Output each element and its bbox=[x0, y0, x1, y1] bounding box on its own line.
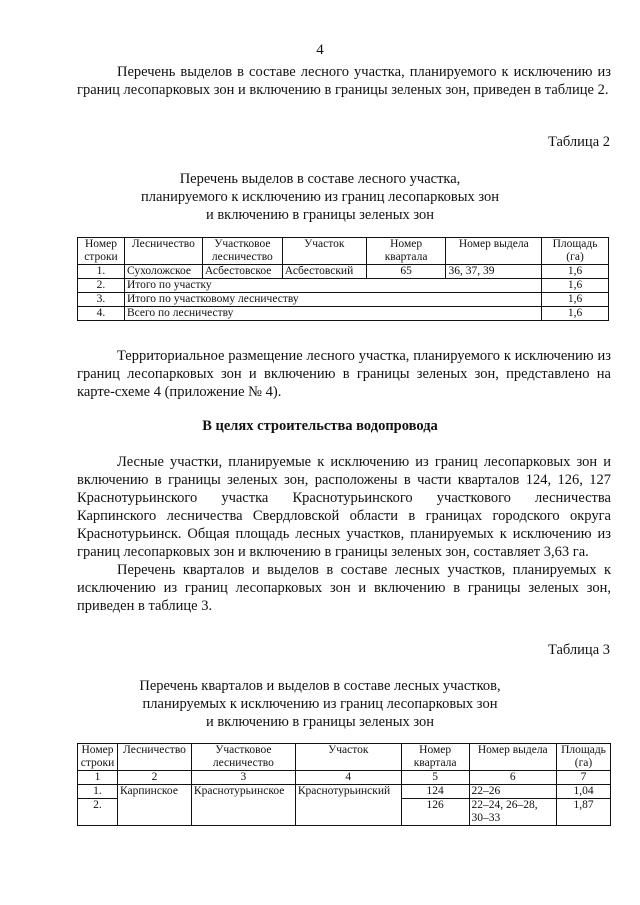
table2-label: Таблица 2 bbox=[547, 134, 610, 150]
table-cell: Сухоложское bbox=[124, 265, 202, 279]
section-paragraph-1: Лесные участки, планируемые к исключению из границ лесопарковых зон и включению в границы зеленых зон, расположены в части кварталов 124, 126, 127 Краснотурьинского участка Краснотурьинского участкового лесничества Карпинского лесничества Свердловской области в границах городского округа Краснотурьинск. Общая площадь лесных участков, планируемых к исключению из границ лесопарковых зон и включению в границы зеленых зон, составляет 3,63 га. bbox=[77, 454, 611, 560]
table-cell: 1,04 bbox=[557, 785, 611, 799]
table2 bbox=[77, 237, 609, 321]
intro-text: Перечень выделов в составе лесного участка, планируемого к исключению из границ лесопарковых зон и включению в границы зеленых зон, приведен в таблице 2. bbox=[77, 64, 611, 98]
header-cell: Номер квартала bbox=[366, 238, 446, 265]
column-number: 3 bbox=[191, 771, 295, 785]
table-cell: Итого по участковому лесничеству bbox=[124, 293, 541, 307]
header-cell: Участковое лесничество bbox=[202, 238, 282, 265]
header-cell: Номер строки bbox=[78, 744, 118, 771]
header-cell: Участок bbox=[282, 238, 366, 265]
table-cell: 1,6 bbox=[542, 265, 609, 279]
header-cell: Номер строки bbox=[78, 238, 125, 265]
table-cell: 22–24, 26–28, 30–33 bbox=[469, 799, 557, 826]
header-cell: Номер выдела bbox=[446, 238, 542, 265]
table-cell: Итого по участку bbox=[124, 279, 541, 293]
intro-paragraph bbox=[77, 63, 611, 99]
table-row bbox=[78, 279, 609, 293]
column-number: 6 bbox=[469, 771, 557, 785]
table3-label: Таблица 3 bbox=[547, 642, 610, 658]
table-cell: Краснотурьинский bbox=[295, 785, 401, 799]
table-cell: 1. bbox=[78, 265, 125, 279]
table-cell-empty bbox=[295, 799, 401, 826]
header-cell: Лесничество bbox=[117, 744, 191, 771]
table-cell: Краснотурьинское bbox=[191, 785, 295, 799]
table-cell: 36, 37, 39 bbox=[446, 265, 542, 279]
table-row bbox=[78, 785, 611, 799]
page-number: 4 bbox=[316, 42, 324, 58]
header-cell: Лесничество bbox=[124, 238, 202, 265]
table-cell: 1,87 bbox=[557, 799, 611, 826]
table2-caption-line: Перечень выделов в составе лесного участка, bbox=[179, 171, 461, 187]
table-cell: Всего по лесничеству bbox=[124, 307, 541, 321]
table-cell: 1. bbox=[78, 785, 118, 799]
section-paragraph-2: Перечень кварталов и выделов в составе лесных участков, планируемых к исключению из границ лесопарковых зон и включению в границы зеленых зон, приведен в таблице 3. bbox=[77, 562, 611, 614]
header-cell: Участок bbox=[295, 744, 401, 771]
table2-caption-line: и включению в границы зеленых зон bbox=[205, 207, 435, 223]
table2-caption bbox=[0, 170, 640, 224]
table3-caption-line: планируемых к исключению из границ лесопарковых зон bbox=[142, 696, 498, 712]
table3 bbox=[77, 743, 611, 826]
header-cell: Площадь (га) bbox=[542, 238, 609, 265]
section-heading: В целях строительства водопровода bbox=[202, 418, 438, 434]
header-cell: Номер квартала bbox=[401, 744, 469, 771]
table-row bbox=[78, 293, 609, 307]
header-cell: Участковое лесничество bbox=[191, 744, 295, 771]
column-number: 2 bbox=[117, 771, 191, 785]
table-cell: Асбестовское bbox=[202, 265, 282, 279]
table3-caption-line: Перечень кварталов и выделов в составе лесных участков, bbox=[139, 678, 501, 694]
column-number-row bbox=[78, 771, 611, 785]
table-cell: Карпинское bbox=[117, 785, 191, 799]
table-cell: 1,6 bbox=[542, 279, 609, 293]
table-cell: 1,6 bbox=[542, 293, 609, 307]
table3-caption bbox=[0, 677, 640, 731]
table-header-row bbox=[78, 744, 611, 771]
table-cell: 2. bbox=[78, 279, 125, 293]
header-cell: Номер выдела bbox=[469, 744, 557, 771]
table-row bbox=[78, 799, 611, 826]
table-cell-empty bbox=[191, 799, 295, 826]
table-cell: 2. bbox=[78, 799, 118, 826]
section-body bbox=[77, 453, 611, 615]
placement-text: Территориальное размещение лесного участка, планируемого к исключению из границ лесопарковых зон и включению в границы зеленых зон, представлено на карте-схеме 4 (приложение № 4). bbox=[77, 348, 611, 400]
table-cell: 65 bbox=[366, 265, 446, 279]
table-row bbox=[78, 307, 609, 321]
table2-caption-line: планируемого к исключению из границ лесопарковых зон bbox=[140, 189, 499, 205]
placement-paragraph bbox=[77, 347, 611, 401]
table-cell: 1,6 bbox=[542, 307, 609, 321]
table-cell: Асбестовский bbox=[282, 265, 366, 279]
column-number: 1 bbox=[78, 771, 118, 785]
column-number: 5 bbox=[401, 771, 469, 785]
table-row bbox=[78, 265, 609, 279]
table-cell-empty bbox=[117, 799, 191, 826]
header-cell: Площадь (га) bbox=[557, 744, 611, 771]
table3-caption-line: и включению в границы зеленых зон bbox=[205, 714, 435, 730]
table-cell: 4. bbox=[78, 307, 125, 321]
column-number: 7 bbox=[557, 771, 611, 785]
table-cell: 126 bbox=[401, 799, 469, 826]
table-cell: 22–26 bbox=[469, 785, 557, 799]
column-number: 4 bbox=[295, 771, 401, 785]
table-cell: 3. bbox=[78, 293, 125, 307]
table-header-row bbox=[78, 238, 609, 265]
table-cell: 124 bbox=[401, 785, 469, 799]
